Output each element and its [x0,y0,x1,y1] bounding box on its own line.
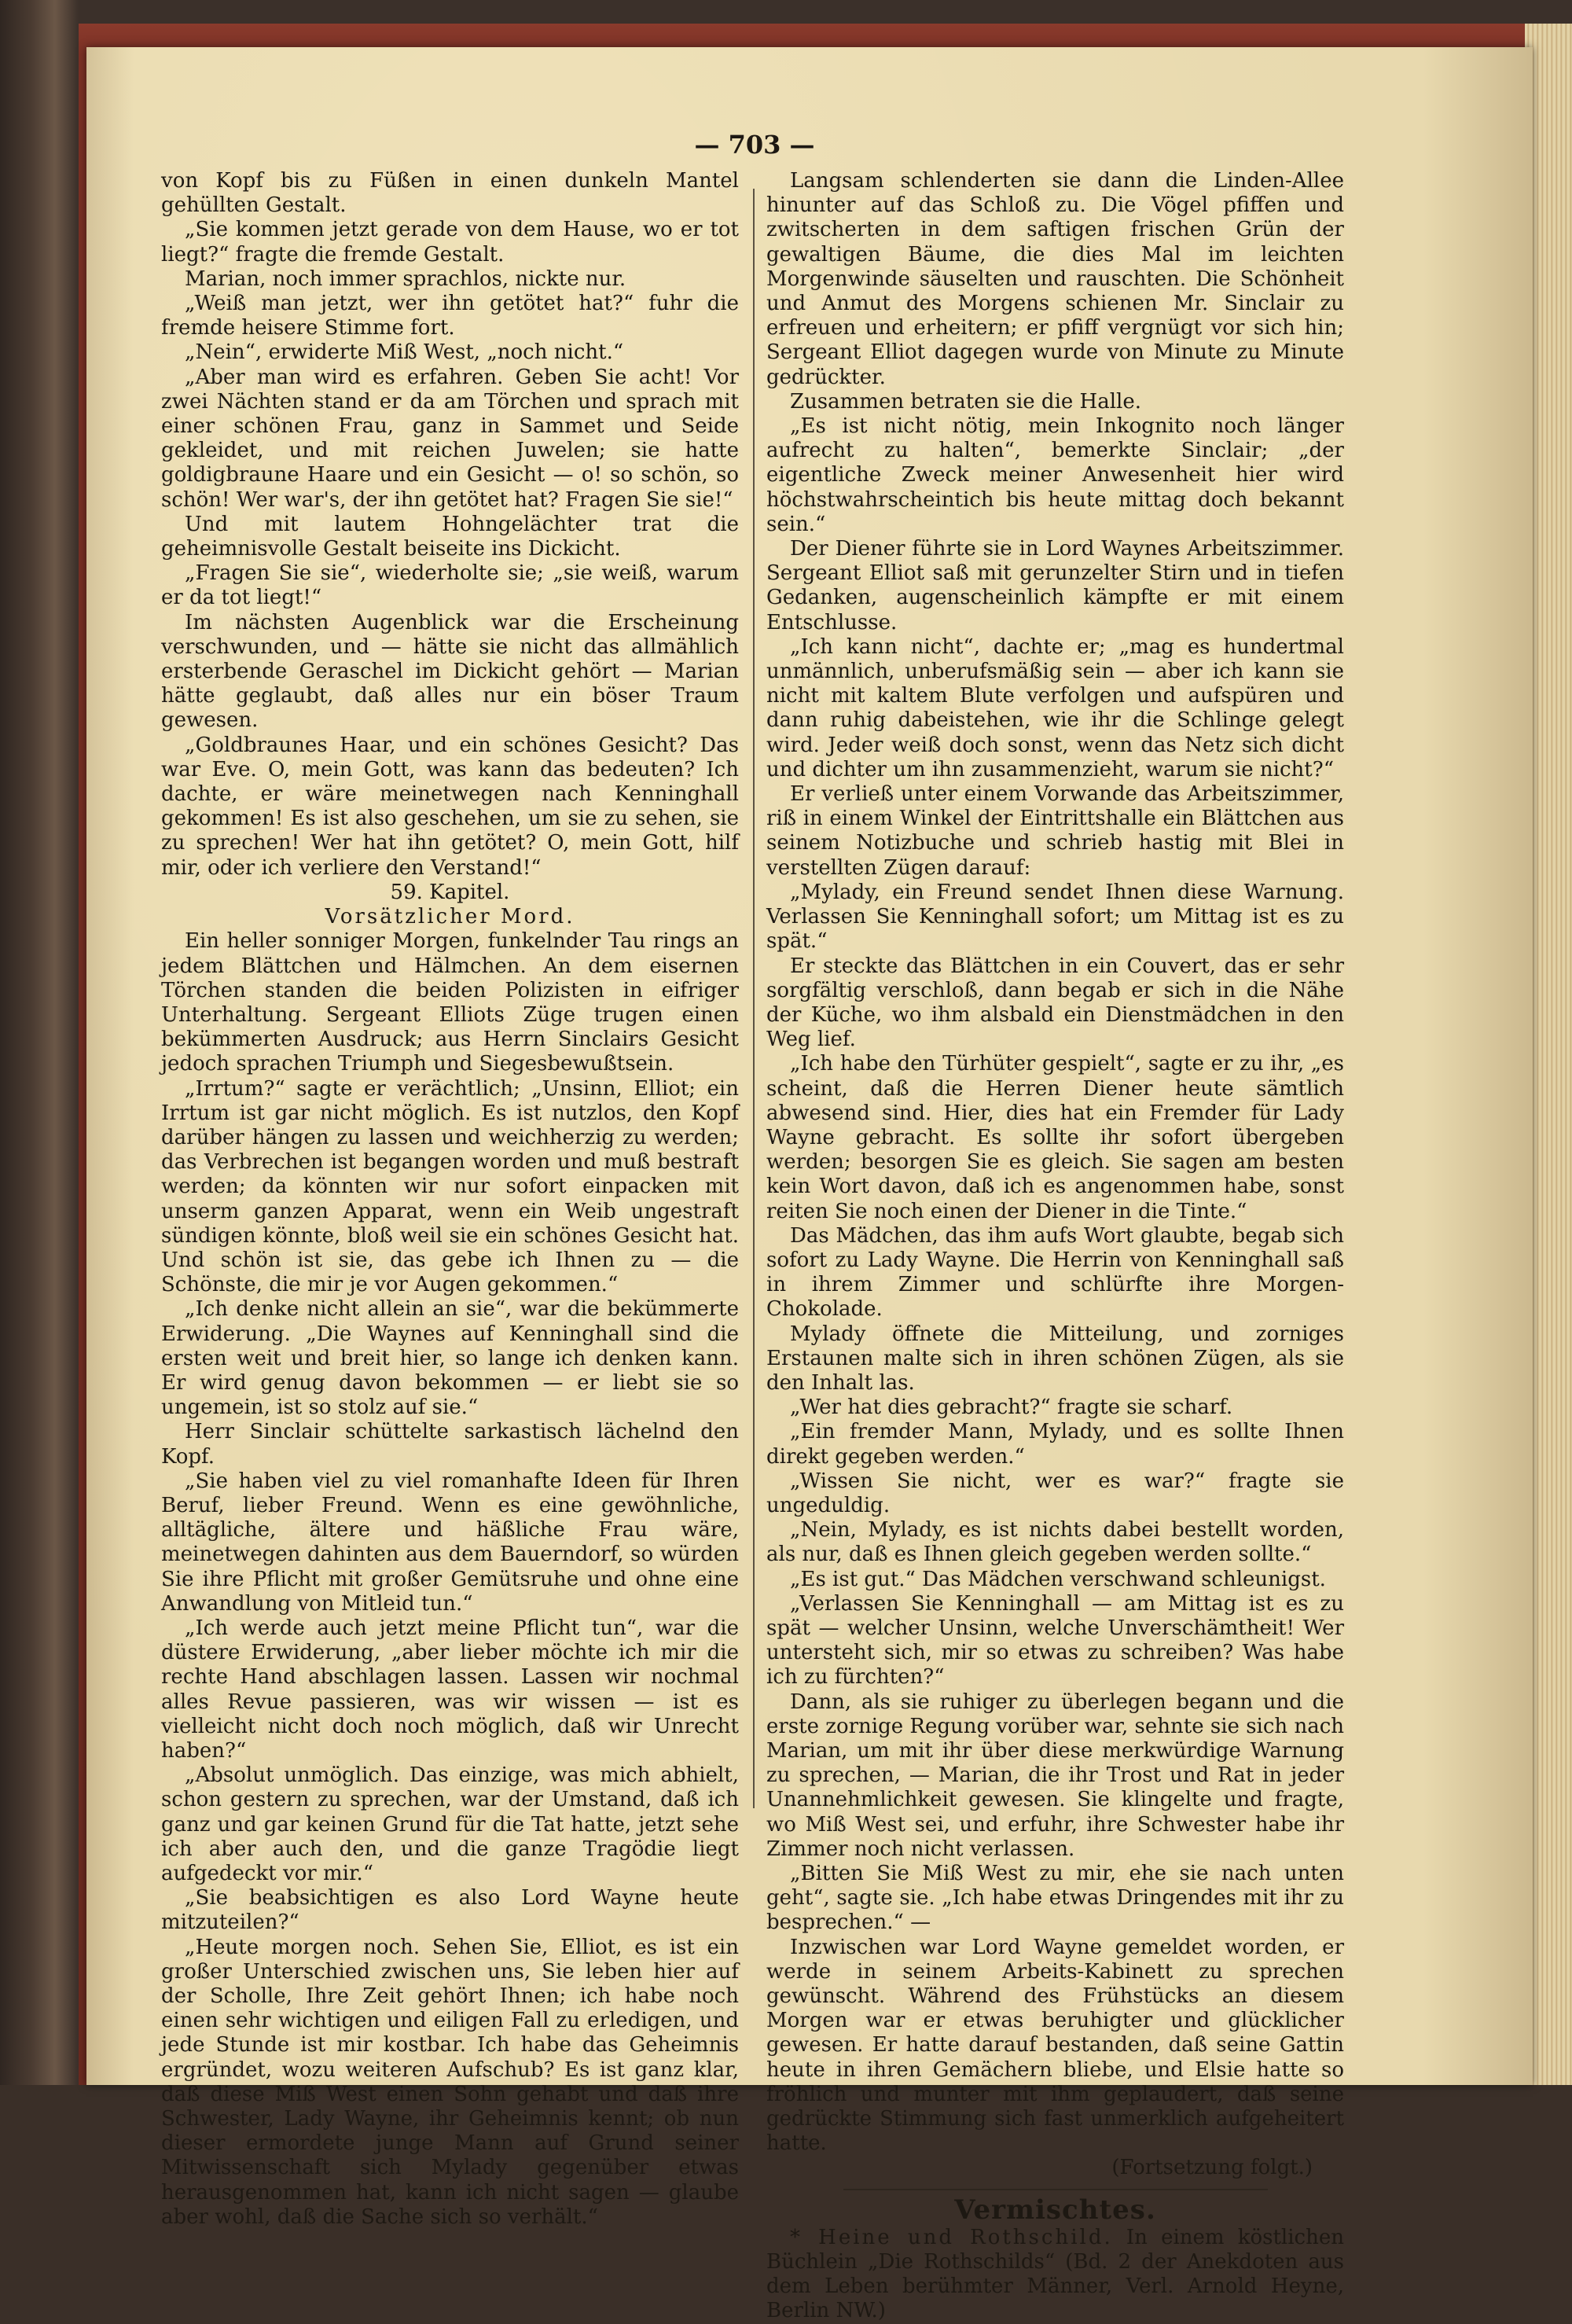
paragraph: „Bitten Sie Miß West zu mir, ehe sie nach unten geht“, sagte sie. „Ich habe etwas Dringendes mit ihr zu besprechen.“ — [766,1862,1344,1935]
section-rule [843,2189,1268,2190]
paragraph: „Mylady, ein Freund sendet Ihnen diese Warnung. Verlassen Sie Kenninghall sofort; um Mittag ist es zu spät.“ [766,880,1344,954]
paragraph: „Ich denke nicht allein an sie“, war die bekümmerte Erwiderung. „Die Waynes auf Kenninghall sind die ersten weit und breit hier, so lange ich denken kann. Er wird genug davon bekommen — er liebt sie so ungemein, ist so stolz auf sie.“ [161,1297,739,1420]
paragraph: „Ich werde auch jetzt meine Pflicht tun“, war die düstere Erwiderung, „aber lieber möchte ich mir die rechte Hand abschlagen lassen. Lassen wir nochmal alles Revue passieren, was wir wissen — ist es vielleicht nicht doch noch möglich, daß wir Unrecht haben?“ [161,1616,739,1763]
paragraph: „Wer hat dies gebracht?“ fragte sie scharf. [790,1396,1233,1420]
misc-item-text: In einem köstlichen Büchlein „Die Rothschilds“ (Bd. 2 der Anekdoten aus dem Leben berühmter Männer, Verl. Arnold Heyne, Berlin NW.) [766,2225,1344,2323]
paragraph: Der Diener führte sie in Lord Waynes Arbeitszimmer. Sergeant Elliot saß mit gerunzelter Stirn und in tiefen Gedanken, augenscheinlich kämpfte er mit einem Entschlusse. [766,537,1344,634]
paragraph: Inzwischen war Lord Wayne gemeldet worden, er werde in seinem Arbeits-Kabinett zu sprechen gewünscht. Während des Frühstücks an diesem Morgen war er etwas beruhigter und glücklicher gewesen. Er hatte darauf bestanden, daß seine Gattin heute in ihren Gemächern bliebe, und Elsie hatte so fröhlich und munter mit ihm geplaudert, daß seine gedrückte Stimmung sich fast unmerklich aufgeheitert hatte. [766,1935,1344,2156]
column-divider [753,189,755,1808]
paragraph: Im nächsten Augenblick war die Erscheinung verschwunden, und — hätte sie nicht das allmählich ersterbende Geraschel im Dickicht gehört — Marian hätte geglaubt, daß alles nur ein böser Traum gewesen. [161,610,739,733]
misc-item [766,2226,1344,2324]
paragraph: „Goldbraunes Haar, und ein schönes Gesicht? Das war Eve. O, mein Gott, was kann das bedeuten? Ich dachte, er wäre meinetwegen nach Kenninghall gekommen! Es ist also geschehen, um sie zu sehen, sie zu sprechen! Wer hat ihn getötet? O, mein Gott, hilf mir, oder ich verliere den Verstand!“ [161,733,739,880]
paragraph: von Kopf bis zu Füßen in einen dunkeln Mantel gehüllten Gestalt. [161,169,739,218]
paragraph: Er steckte das Blättchen in ein Couvert, das er sehr sorgfältig verschloß, dann begab er sich in die Nähe der Küche, wo ihm alsbald ein Dienstmädchen in den Weg lief. [766,954,1344,1052]
paragraph: „Sie haben viel zu viel romanhafte Ideen für Ihren Beruf, lieber Freund. Wenn es eine gewöhnliche, alltägliche, ältere und häßliche Frau wäre, meinetwegen dahinten aus dem Bauerndorf, so würden Sie ihre Pflicht mit großer Gemütsruhe und ohne eine Anwandlung von Mitleid tun.“ [161,1469,739,1616]
paragraph: Und mit lautem Hohngelächter trat die geheimnisvolle Gestalt beiseite ins Dickicht. [161,512,739,561]
right-column [766,169,1344,2324]
paragraph: „Verlassen Sie Kenninghall — am Mittag ist es zu spät — welcher Unsinn, welche Unverschämtheit! Wer untersteht sich, mir so etwas zu schreiben? Was habe ich zu fürchten?“ [766,1591,1344,1690]
paragraph: Zusammen betraten sie die Halle. [790,389,1141,414]
chapter-title: Vorsätzlicher Mord. [325,905,575,929]
paragraph: „Ich habe den Türhüter gespielt“, sagte er zu ihr, „es scheint, daß die Herren Diener heute sämtlich abwesend sind. Hier, dies hat ein Fremder für Lady Wayne gebracht. Es sollte ihr sofort übergeben werden; besorgen Sie es gleich. Sie sagen am besten kein Wort davon, daß ich es angenommen habe, sonst reiten Sie noch einen der Diener in die Tinte.“ [766,1052,1344,1223]
section-heading: Vermischtes. [954,2193,1156,2226]
misc-item-lead: * Heine und Rothschild. [790,2225,1113,2249]
chapter-number: 59. Kapitel. [390,880,510,904]
paragraph: „Weiß man jetzt, wer ihn getötet hat?“ fuhr die fremde heisere Stimme fort. [161,292,739,340]
paragraph: Mylady öffnete die Mitteilung, und zorniges Erstaunen malte sich in ihren schönen Zügen, als sie den Inhalt las. [766,1322,1344,1395]
paragraph: Er verließ unter einem Vorwande das Arbeitszimmer, riß in einem Winkel der Eintrittshalle ein Blättchen aus seinem Notizbuche und schrieb hastig mit Blei in verstellten Zügen darauf: [766,782,1344,880]
paragraph: Dann, als sie ruhiger zu überlegen begann und die erste zornige Regung vorüber war, sehnte sie sich nach Marian, um mit ihr über diese merkwürdige Warnung zu sprechen, — Marian, die ihr Trost und Rat in jeder Unannehmlichkeit gewesen. Sie klingelte und fragte, wo Miß West sei, und erfuhr, ihre Schwester habe ihr Zimmer noch nicht verlassen. [766,1690,1344,1861]
paragraph: „Ein fremder Mann, Mylady, und es sollte Ihnen direkt gegeben werden.“ [766,1420,1344,1469]
paragraph: „Fragen Sie sie“, wiederholte sie; „sie weiß, warum er da tot liegt!“ [161,561,739,610]
paragraph: „Sie beabsichtigen es also Lord Wayne heute mitzuteilen?“ [161,1886,739,1935]
paragraph: Herr Sinclair schüttelte sarkastisch lächelnd den Kopf. [161,1420,739,1469]
paragraph: „Es ist nicht nötig, mein Inkognito noch länger aufrecht zu halten“, bemerkte Sinclair; „der eigentliche Zweck meiner Anwesenheit hier wird höchstwahrscheintich bis heute mittag doch bekannt sein.“ [766,414,1344,536]
paragraph: „Wissen Sie nicht, wer es war?“ fragte sie ungeduldig. [766,1469,1344,1517]
paragraph: Langsam schlenderten sie dann die Linden-Allee hinunter auf das Schloß zu. Die Vögel pfiffen und zwitscherten in dem saftigen frischen Grün der gewaltigen Bäume, die dies Mal im leichten Morgenwinde säuselten und rauschten. Die Schönheit und Anmut des Morgens schienen Mr. Sinclair zu erfreuen und erheitern; er pfiff vergnügt vor sich hin; Sergeant Elliot dagegen wurde von Minute zu Minute gedrückter. [766,169,1344,389]
left-column [161,169,739,2230]
page-number: — 703 — [694,130,815,160]
paragraph: „Nein“, erwiderte Miß West, „noch nicht.“ [185,340,624,365]
paragraph: „Sie kommen jetzt gerade von dem Hause, wo er tot liegt?“ fragte die fremde Gestalt. [161,218,739,267]
paragraph: „Absolut unmöglich. Das einzige, was mich abhielt, schon gestern zu sprechen, war der Umstand, daß ich ganz und gar keinen Grund für die Tat hatte, jetzt sehe ich aber auch den, und die ganze Tragödie liegt aufgedeckt vor mir.“ [161,1763,739,1886]
continuation-note: (Fortsetzung folgt.) [1111,2156,1313,2180]
paragraph: „Nein, Mylady, es ist nichts dabei bestellt worden, als nur, daß es Ihnen gleich gegeben werden sollte.“ [766,1518,1344,1567]
paragraph: „Irrtum?“ sagte er verächtlich; „Unsinn, Elliot; ein Irrtum ist gar nicht möglich. Es ist nutzlos, den Kopf darüber hängen zu lassen und weichherzig zu werden; das Verbrechen ist begangen worden und muß bestraft werden; da könnten wir nur sofort einpacken mit unserm ganzen Apparat, wenn ein Weib ungestraft sündigen könnte, bloß weil sie ein schönes Gesicht hat. Und schön ist sie, das gebe ich Ihnen zu — die Schönste, die mir je vor Augen gekommen.“ [161,1076,739,1297]
paragraph: „Es ist gut.“ Das Mädchen verschwand schleunigst. [790,1567,1326,1591]
paragraph: „Aber man wird es erfahren. Geben Sie acht! Vor zwei Nächten stand er da am Törchen und sprach mit einer schönen Frau, ganz in Sammet und Seide gekleidet, und mit reichen Juwelen; sie hatte goldigbraune Haare und ein Gesicht — o! so schön, so schön! Wer war's, der ihn getötet hat? Fragen Sie sie!“ [161,365,739,512]
paragraph: „Heute morgen noch. Sehen Sie, Elliot, es ist ein großer Unterschied zwischen uns, Sie leben hier auf der Scholle, Ihre Zeit gehört Ihnen; ich habe noch einen sehr wichtigen und eiligen Fall zu erledigen, und jede Stunde ist mir kostbar. Ich habe das Geheimnis ergründet, wozu weiteren Aufschub? Es ist ganz klar, daß diese Miß West einen Sohn gehabt und daß ihre Schwester, Lady Wayne, ihr Geheimnis kennt; ob nun dieser ermordete junge Mann auf Grund seiner Mitwissenschaft sich Mylady gegenüber etwas herausgenommen hat, kann ich nicht sagen — glaube aber wohl, daß die Sache sich so verhält.“ [161,1935,739,2229]
paragraph: Marian, noch immer sprachlos, nickte nur. [185,267,626,291]
paragraph: Das Mädchen, das ihm aufs Wort glaubte, begab sich sofort zu Lady Wayne. Die Herrin von Kenninghall saß in ihrem Zimmer und schlürfte ihre Morgen-Chokolade. [766,1223,1344,1322]
paragraph: „Ich kann nicht“, dachte er; „mag es hundertmal unmännlich, unberufsmäßig sein — aber ich kann sie nicht mit kaltem Blute verfolgen und aufspüren und dann ruhig dabeistehen, wie ihr die Schlinge gelegt wird. Jeder weiß doch sonst, wenn das Netz sich dicht und dichter um ihn zusammenzieht, warum sie nicht?“ [766,634,1344,781]
paragraph: Ein heller sonniger Morgen, funkelnder Tau rings an jedem Blättchen und Hälmchen. An dem eisernen Törchen standen die beiden Polizisten in eifriger Unterhaltung. Sergeant Elliots Züge trugen einen bekümmerten Ausdruck; aus Herrn Sinclairs Gesicht jedoch sprachen Triumph und Siegesbewußtsein. [161,929,739,1076]
